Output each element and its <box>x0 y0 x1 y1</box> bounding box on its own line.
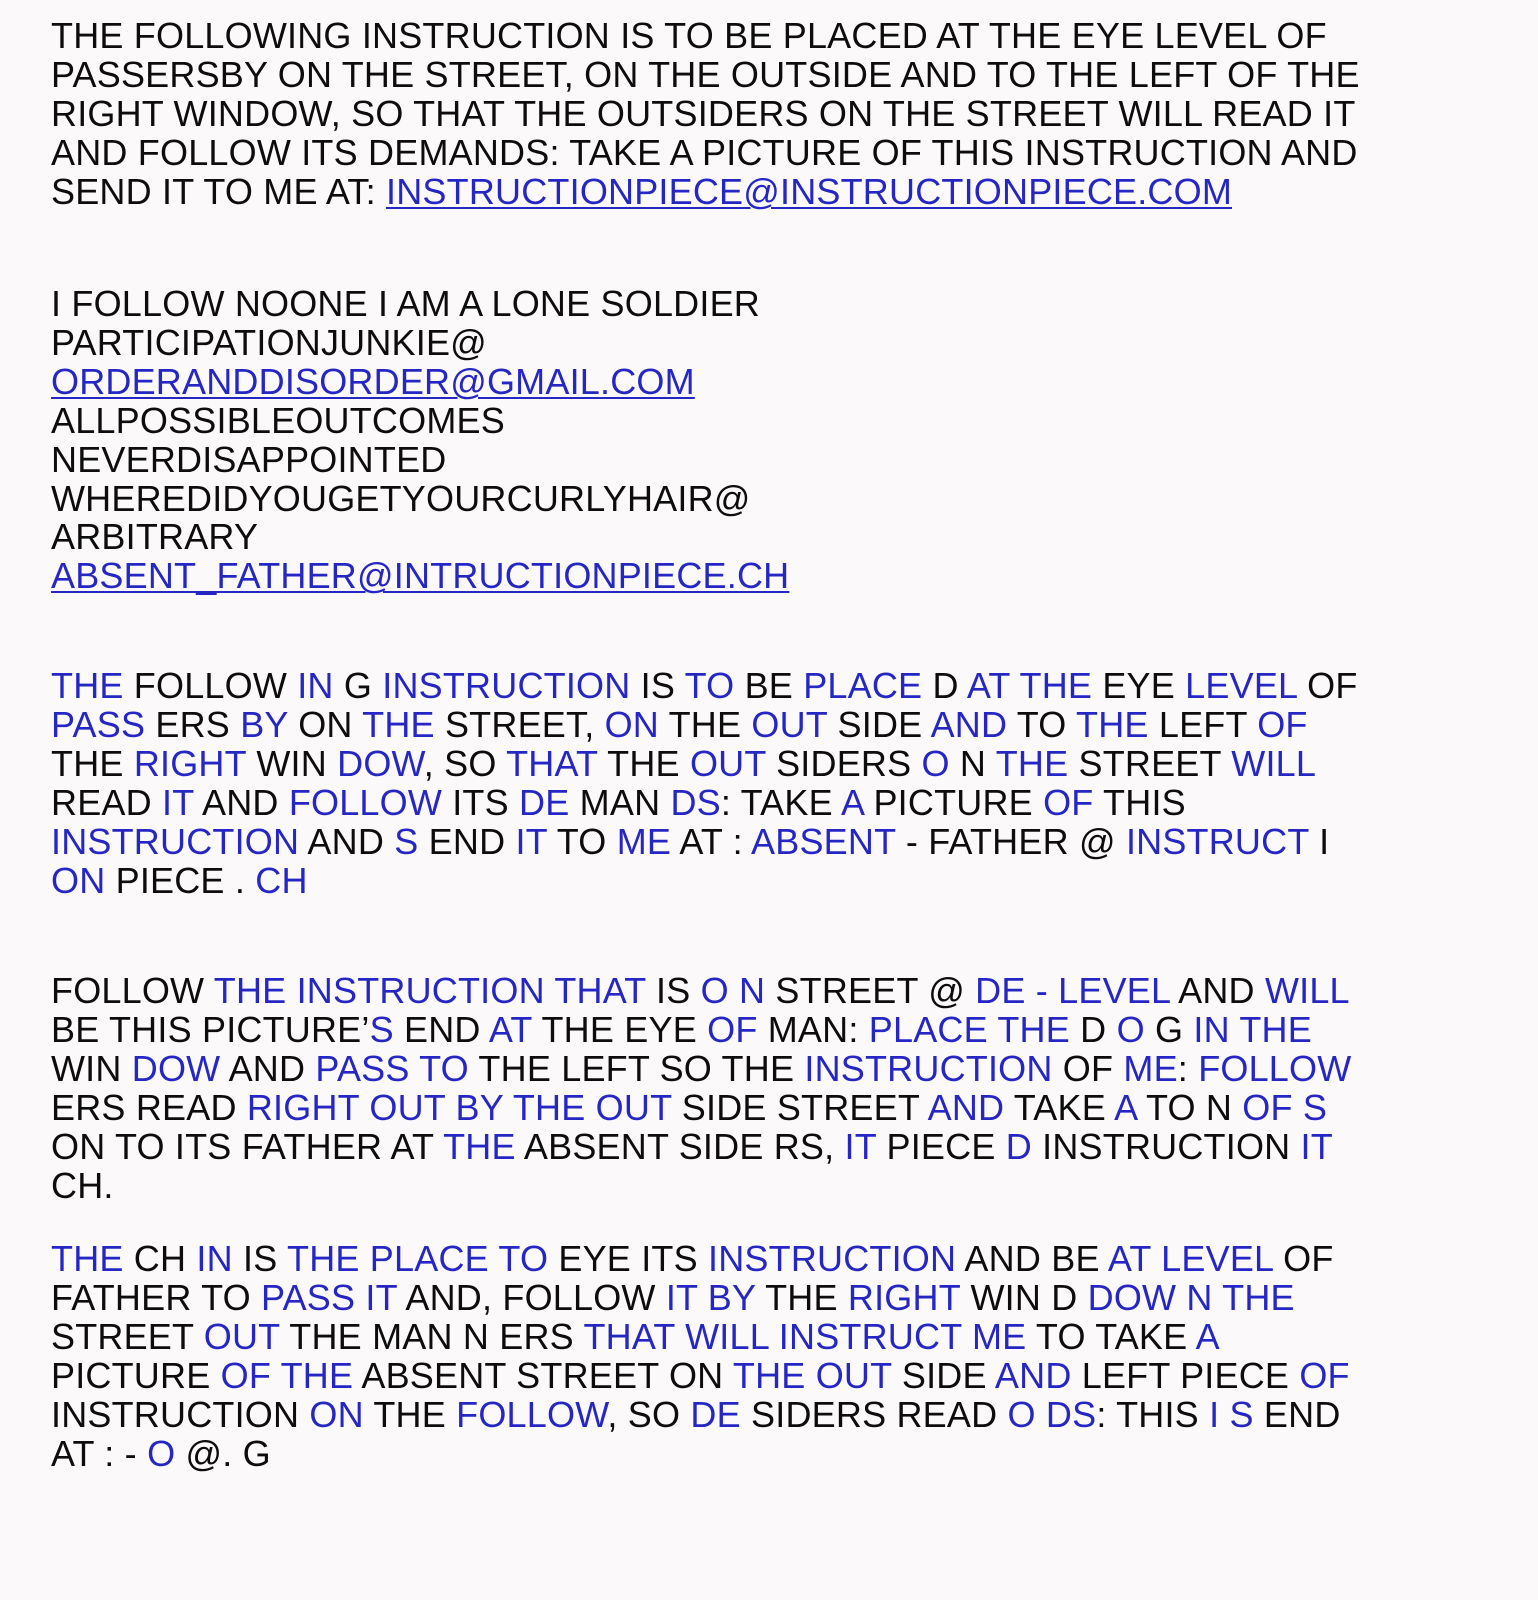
highlighted-word: IN <box>297 665 334 706</box>
text-line: I FOLLOW NOONE I AM A LONE SOLDIER <box>51 283 760 324</box>
highlighted-word: AT <box>488 1008 532 1050</box>
highlighted-word: ME <box>1123 1047 1178 1089</box>
plain-word: STREET, <box>434 703 605 745</box>
highlighted-word: ME <box>616 820 672 862</box>
text-line <box>51 703 1358 745</box>
plain-word: OF <box>1052 1047 1124 1089</box>
plain-word: AND BE <box>956 1238 1108 1279</box>
text-line: RIGHT WINDOW, SO THAT THE OUTSIDERS ON THE STREET WILL READ IT <box>51 92 1356 134</box>
highlighted-word: THE PLACE TO <box>287 1238 549 1279</box>
plain-word: WIN <box>51 1047 132 1089</box>
highlighted-word: INSTRUCTION <box>382 665 631 706</box>
text-line <box>51 742 1358 784</box>
plain-word: LEFT PIECE <box>1071 1354 1300 1396</box>
highlighted-word: THAT WILL INSTRUCT ME <box>583 1315 1027 1357</box>
plain-word: PICTURE <box>863 781 1044 823</box>
text-line <box>51 1315 1350 1357</box>
plain-word: SIDE <box>891 1354 995 1396</box>
text-line <box>51 781 1358 823</box>
plain-word: PICTURE <box>51 1354 221 1396</box>
highlighted-word: WILL <box>1264 970 1350 1011</box>
highlighted-word: ON <box>604 703 660 745</box>
highlighted-word: OUT <box>203 1315 280 1357</box>
text-line: PARTICIPATIONJUNKIE@ <box>51 321 487 363</box>
plain-word: : THIS <box>1096 1393 1210 1435</box>
instruction-email-link[interactable]: INSTRUCTIONPIECE@INSTRUCTIONPIECE.COM <box>386 170 1233 212</box>
text-line: ARBITRARY <box>51 516 259 558</box>
highlighted-word: DS <box>670 781 721 823</box>
plain-word: END <box>418 820 516 862</box>
plain-word: AT : <box>671 820 752 862</box>
plain-word: MAN: <box>757 1008 869 1050</box>
plain-word: FOLLOW <box>123 665 298 706</box>
highlighted-word: FOLLOW <box>1198 1047 1352 1089</box>
highlighted-word: A <box>841 781 864 823</box>
highlighted-word: IT <box>515 820 548 862</box>
plain-word: STREET <box>1068 742 1232 784</box>
plain-word: ITS <box>442 781 520 823</box>
highlighted-word: IN <box>196 1238 233 1279</box>
highlighted-word: OUT <box>689 742 766 784</box>
plain-word: N <box>949 742 996 784</box>
plain-word: @. G <box>175 1432 271 1474</box>
highlighted-word: IT <box>1300 1125 1333 1167</box>
plain-word: EYE <box>1092 665 1186 706</box>
highlighted-word: THE <box>51 665 124 706</box>
responses-paragraph <box>51 285 789 596</box>
highlighted-word: INSTRUCTION <box>804 1047 1053 1089</box>
plain-word: TO N <box>1136 1086 1243 1128</box>
highlighted-word: S <box>394 820 419 862</box>
plain-word: IS <box>645 970 701 1011</box>
highlighted-word: IT <box>844 1125 877 1167</box>
highlighted-word: IT BY <box>665 1276 756 1318</box>
highlighted-word: INSTRUCTION <box>51 820 300 862</box>
text-line <box>51 1086 1351 1128</box>
highlighted-word: DE - LEVEL <box>975 970 1170 1011</box>
plain-word: LEFT <box>1148 703 1258 745</box>
highlighted-word: PASS <box>51 703 146 745</box>
plain-word: STREET <box>51 1315 204 1357</box>
text-segment: SEND IT TO ME AT: <box>51 170 387 212</box>
highlighted-word: OF <box>707 1008 758 1050</box>
highlighted-word: RIGHT OUT BY THE OUT <box>246 1086 672 1128</box>
text-line: NEVERDISAPPOINTED <box>51 438 447 480</box>
text-line <box>51 1164 1351 1206</box>
plain-word: THE EYE <box>531 1008 708 1050</box>
plain-word: FOLLOW <box>51 970 214 1011</box>
plain-word: THE <box>755 1276 848 1318</box>
plain-word: THE MAN N ERS <box>279 1315 584 1357</box>
highlighted-word: INSTRUCT <box>1125 820 1309 862</box>
highlighted-word: DOW <box>337 742 424 784</box>
highlighted-word: THE <box>995 742 1069 784</box>
plain-word: SIDERS <box>765 742 922 784</box>
plain-word: ABSENT STREET ON <box>353 1354 733 1396</box>
plain-word: READ <box>51 781 163 823</box>
plain-word: AND, FOLLOW <box>397 1276 666 1318</box>
highlighted-word: THAT <box>506 742 598 784</box>
text-line <box>51 557 789 596</box>
plain-word: THE <box>597 742 690 784</box>
highlighted-word: FOLLOW <box>288 781 443 823</box>
highlighted-word: AND <box>930 703 1008 745</box>
highlighted-word: O <box>147 1432 176 1474</box>
plain-word: - FATHER @ <box>895 820 1126 862</box>
highlighted-word: D <box>1005 1125 1032 1167</box>
plain-word: EYE ITS <box>548 1238 709 1279</box>
plain-word: , SO <box>423 742 507 784</box>
highlighted-word: THE <box>362 703 435 745</box>
plain-word: : <box>1177 1047 1199 1089</box>
highlighted-word: OF <box>1257 703 1308 745</box>
highlighted-word: RIGHT <box>847 1276 961 1318</box>
highlighted-word: I S <box>1209 1393 1254 1435</box>
highlighted-word: PLACE THE <box>868 1008 1070 1050</box>
plain-word: AND <box>193 781 289 823</box>
highlighted-word: O <box>921 742 950 784</box>
text-line <box>51 1276 1350 1318</box>
highlighted-word: THE INSTRUCTION THAT <box>213 970 646 1011</box>
plain-word: MAN <box>569 781 671 823</box>
plain-word: I <box>1308 820 1330 862</box>
plain-word: TAKE <box>1004 1086 1115 1128</box>
highlighted-word: IN THE <box>1193 1008 1312 1050</box>
highlighted-word: ABSENT <box>751 820 896 862</box>
plain-word: INSTRUCTION <box>1031 1125 1301 1167</box>
gmail-email-link[interactable]: ORDERANDDISORDER@GMAIL.COM <box>51 360 695 402</box>
highlighted-word: OF S <box>1242 1086 1328 1128</box>
highlighted-word: FOLLOW <box>456 1393 608 1435</box>
plain-word: OF <box>1296 665 1358 706</box>
plain-word: END <box>393 1008 489 1050</box>
instruction-paragraph <box>51 17 1360 212</box>
text-line: WHEREDIDYOUGETYOURCURLYHAIR@ <box>51 477 751 519</box>
highlighted-word: O <box>1116 1008 1145 1050</box>
plain-word: WIN D <box>960 1276 1088 1318</box>
plain-word: , SO <box>607 1393 691 1435</box>
plain-word: SIDE STREET <box>671 1086 928 1128</box>
plain-word: THE <box>363 1393 457 1435</box>
highlighted-word: TO <box>684 665 735 706</box>
highlighted-word: WILL <box>1231 742 1317 784</box>
highlighted-word: DE <box>519 781 570 823</box>
plain-word: AND <box>220 1047 316 1089</box>
plain-word: OF <box>1272 1238 1334 1279</box>
text-line <box>51 667 1358 706</box>
plain-word: END <box>1253 1393 1341 1435</box>
plain-word: THE <box>659 703 752 745</box>
plain-word: CH. <box>51 1164 114 1206</box>
text-line <box>51 1240 1350 1279</box>
highlighted-word: A <box>1114 1086 1137 1128</box>
highlighted-word: DOW <box>131 1047 221 1089</box>
highlighted-word: DE <box>690 1393 741 1435</box>
plain-word: IS <box>630 665 685 706</box>
highlighted-word: AT THE <box>966 665 1093 706</box>
text-line <box>51 820 1358 862</box>
plain-word: THIS <box>1093 781 1186 823</box>
plain-word: BE <box>734 665 804 706</box>
highlighted-word: AND <box>927 1086 1005 1128</box>
text-line <box>51 360 789 402</box>
highlighted-word: O DS <box>1007 1393 1097 1435</box>
remix-paragraph <box>51 1240 1350 1473</box>
plain-word: INSTRUCTION <box>51 1393 310 1435</box>
plain-word: ON TO ITS FATHER AT <box>51 1125 444 1167</box>
remix-paragraph <box>51 667 1358 900</box>
text-line <box>51 1354 1350 1396</box>
plain-word: D <box>1069 1008 1117 1050</box>
plain-word: TO TAKE <box>1026 1315 1196 1357</box>
text-line <box>51 1047 1352 1089</box>
text-line <box>51 972 1351 1011</box>
plain-word: SIDERS READ <box>740 1393 1008 1435</box>
absent-father-email-link[interactable]: ABSENT_FATHER@INTRUCTIONPIECE.CH <box>51 555 790 597</box>
remix-paragraph <box>51 972 1351 1205</box>
text-line <box>51 1432 1350 1474</box>
text-line: THE FOLLOWING INSTRUCTION IS TO BE PLACED AT THE EYE LEVEL OF <box>51 15 1327 56</box>
highlighted-word: PLACE <box>803 665 923 706</box>
plain-word: FATHER TO <box>51 1276 262 1318</box>
plain-word: : TAKE <box>720 781 842 823</box>
highlighted-word: O N <box>700 970 766 1011</box>
highlighted-word: ON <box>51 859 106 901</box>
plain-word: D <box>922 665 967 706</box>
text-line <box>51 1125 1351 1167</box>
highlighted-word: RIGHT <box>133 742 247 784</box>
plain-word: AND <box>299 820 395 862</box>
plain-word: ABSENT SIDE RS, <box>515 1125 845 1167</box>
highlighted-word: BY <box>240 703 288 745</box>
highlighted-word: THE OUT <box>732 1354 892 1396</box>
plain-word: BE THIS PICTURE’ <box>51 1008 370 1050</box>
plain-word: ERS READ <box>51 1086 247 1128</box>
plain-word: TO <box>1007 703 1077 745</box>
text-line <box>51 170 1360 212</box>
plain-word: IS <box>232 1238 287 1279</box>
highlighted-word: PASS IT <box>261 1276 398 1318</box>
highlighted-word: THE <box>51 1238 124 1279</box>
highlighted-word: INSTRUCTION <box>708 1238 957 1279</box>
plain-word: AT : - <box>51 1432 148 1474</box>
plain-word: WIN <box>246 742 338 784</box>
highlighted-word: CH <box>255 859 308 901</box>
plain-word: THE <box>51 742 134 784</box>
highlighted-word: ON <box>309 1393 364 1435</box>
highlighted-word: OF <box>1043 781 1094 823</box>
text-line <box>51 859 1358 901</box>
highlighted-word: IT <box>162 781 194 823</box>
plain-word: ON <box>288 703 363 745</box>
highlighted-word: DOW N THE <box>1087 1276 1295 1318</box>
text-line <box>51 1393 1350 1435</box>
highlighted-word: THE <box>443 1125 516 1167</box>
plain-word: STREET @ <box>765 970 976 1011</box>
plain-word: G <box>1144 1008 1194 1050</box>
highlighted-word: LEVEL <box>1185 665 1297 706</box>
highlighted-word: A <box>1195 1315 1220 1357</box>
highlighted-word: PASS TO <box>315 1047 469 1089</box>
plain-word: PIECE <box>876 1125 1006 1167</box>
highlighted-word: THE <box>1076 703 1149 745</box>
highlighted-word: AT LEVEL <box>1107 1238 1273 1279</box>
highlighted-word: OF THE <box>220 1354 354 1396</box>
text-line: ALLPOSSIBLEOUTCOMES <box>51 399 505 441</box>
plain-word: PIECE . <box>105 859 256 901</box>
plain-word: SIDE <box>827 703 931 745</box>
plain-word: ERS <box>145 703 241 745</box>
highlighted-word: S <box>369 1008 394 1050</box>
text-line: AND FOLLOW ITS DEMANDS: TAKE A PICTURE OF THIS INSTRUCTION AND <box>51 131 1358 173</box>
plain-word: TO <box>547 820 617 862</box>
highlighted-word: AND <box>994 1354 1072 1396</box>
plain-word: THE LEFT SO THE <box>468 1047 805 1089</box>
highlighted-word: OUT <box>751 703 828 745</box>
plain-word: CH <box>123 1238 197 1279</box>
highlighted-word: OF <box>1299 1354 1350 1396</box>
text-line <box>51 1008 1351 1050</box>
plain-word: AND <box>1169 970 1265 1011</box>
plain-word: G <box>333 665 383 706</box>
text-line: PASSERSBY ON THE STREET, ON THE OUTSIDE AND TO THE LEFT OF THE <box>51 53 1360 95</box>
